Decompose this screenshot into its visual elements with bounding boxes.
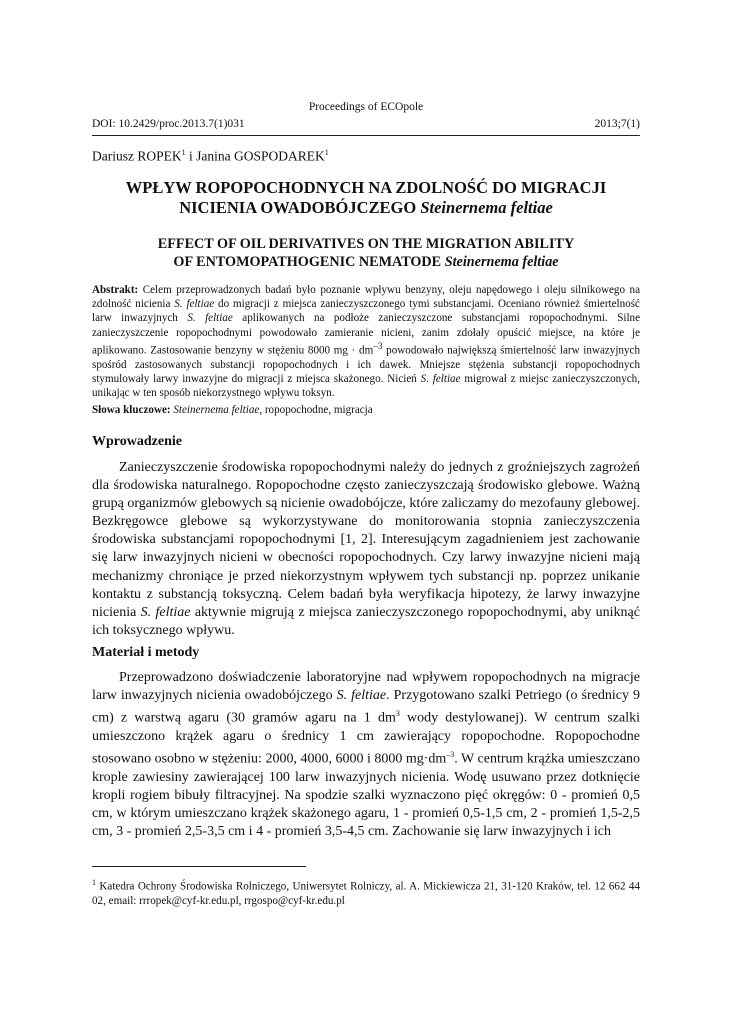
title-polish-species: Steinernema feltiae [420,198,553,217]
author-1: Dariusz ROPEK [92,148,182,164]
keywords-label: Słowa kluczowe: [92,404,171,416]
author-1-affiliation: 1 [181,148,186,157]
author-2: Janina GOSPODAREK [196,148,325,164]
footnote-affiliation: $^1$ Katedra Ochrony Środowiska Rolniczego, Uniwersytet Rolniczy, al. A. Mickiewicza 21, 31-120 Kraków, tel. 12 662 44 02, email: rrropek@cyf-kr.edu.pl, rrgospo@cyf-kr.edu.pl [92,878,640,908]
methods-paragraph: Przeprowadzono doświadczenie laboratoryjne nad wpływem ropopochodnych na migracje larw inwazyjnych nicienia owadobójczego S. feltiae. Przygotowano szalki Petriego (o średnicy 9 cm) z warstwą agaru (30 gramów agaru na 1 $dm^3$ wody destylowanej). W centrum szalki umieszczono krążek agaru o średnicy 1 cm zawierający ropopochodne. Ropopochodne stosowano osobno w stężeniu: 2000, 4000, 6000 i 8000 $mg\cdot dm^{-3}$. W centrum krążka umieszczano krople zawiesiny zawierającej 100 larw inwazyjnych nicienia. Wodę usuwano przez dotknięcie kropli rogiem bibuły filtracyjnej. Na spodzie szalki wyznaczono pięć okręgów: 0 - promień 0,5 cm, w którym umieszczano krążek skażonego agaru, 1 - promień 0,5-1,5 cm, 2 - promień 1,5-2,5 cm, 3 - promień 2,5-3,5 cm i 4 - promień 3,5-4,5 cm. Zachowanie się larw inwazyjnych i ich [92,670,641,840]
title-english-line-2: OF ENTOMOPATHOGENIC NEMATODE Steinernema feltiae [173,254,559,270]
keywords: Słowa kluczowe: Steinernema feltiae, ropopochodne, migracja [92,404,373,416]
title-english [92,235,640,271]
title-polish-line-2: NICIENIA OWADOBÓJCZEGO Steinernema feltiae [179,198,553,217]
title-english-species: Steinernema feltiae [444,254,559,270]
abstract: Abstrakt: Celem przeprowadzonych badań było poznanie wpływu benzyny, oleju napędowego i oleju silnikowego na zdolność nicienia S. feltiae do migracji z miejsca zanieczyszczonego tymi substancjami. Oceniano również śmiertelność larw inwazyjnych S. feltiae aplikowanych na podłoże zanieczyszczone substancjami ropopochodnymi. Silne zanieczyszczenie ropopochodnymi powodowało zamieranie nicieni, zanim zdołały opuścić miejsce, na które je aplikowano. Zastosowanie benzyny w stężeniu 8000 mg · $dm^{-3}$ powodowało największą śmiertelność larw inwazyjnych spośród zastosowanych substancji ropopochodnych i ich dawek. Mniejsze stężenia substancji ropopochodnych stymulowały larwy inwazyjne do migracji z miejsca skażonego. Nicień S. feltiae migrował z miejsc zanieczyszczonych, unikając w ten sposób niekorzystnego wpływu toksyn. [92,284,640,400]
author-line [92,148,329,165]
footnote-rule [92,866,306,867]
title-english-line-1: EFFECT OF OIL DERIVATIVES ON THE MIGRATION ABILITY [157,236,575,252]
title-polish-line-1: WPŁYW ROPOPOCHODNYCH NA ZDOLNOŚĆ DO MIGRACJI [125,178,607,197]
section-heading-introduction: Wprowadzenie [92,434,182,449]
author-conjunction: i [185,148,197,164]
section-heading-methods: Materiał i metody [92,645,200,660]
volume-issue: 2013;7(1) [594,118,640,130]
abstract-label: Abstrakt: [92,284,139,296]
author-2-affiliation: 1 [324,148,329,157]
journal-name: Proceedings of ECOpole [308,101,424,113]
doi-line: DOI: 10.2429/proc.2013.7(1)031 [92,118,245,130]
title-polish [92,178,640,218]
header-rule [92,135,640,136]
introduction-paragraph: Zanieczyszczenie środowiska ropopochodnymi należy do jednych z groźniejszych zagrożeń dla środowiska naturalnego. Ropopochodne często zanieczyszczają środowisko glebowe. Ważną grupą organizmów glebowych są nicienie owadobójcze, które zaliczamy do mezofauny glebowej. Bezkręgowce glebowe są wykorzystywane do monitorowania stopnia zanieczyszczenia środowiska substancjami ropopochodnymi [1, 2]. Interesującym zagadnieniem jest zachowanie się larw inwazyjnych nicieni w obecności ropopochodnych. Czy larwy inwazyjne nicieni mają mechanizmy chroniące je przed niekorzystnym wpływem tych substancji np. poprzez unikanie kontaktu z substancją toksyczną. Celem badań była weryfikacja hipotezy, że larwy inwazyjne nicienia S. feltiae aktywnie migrują z miejsca zanieczyszczonego ropopochodnymi, aby uniknąć ich toksycznego wpływu. [92,460,640,638]
